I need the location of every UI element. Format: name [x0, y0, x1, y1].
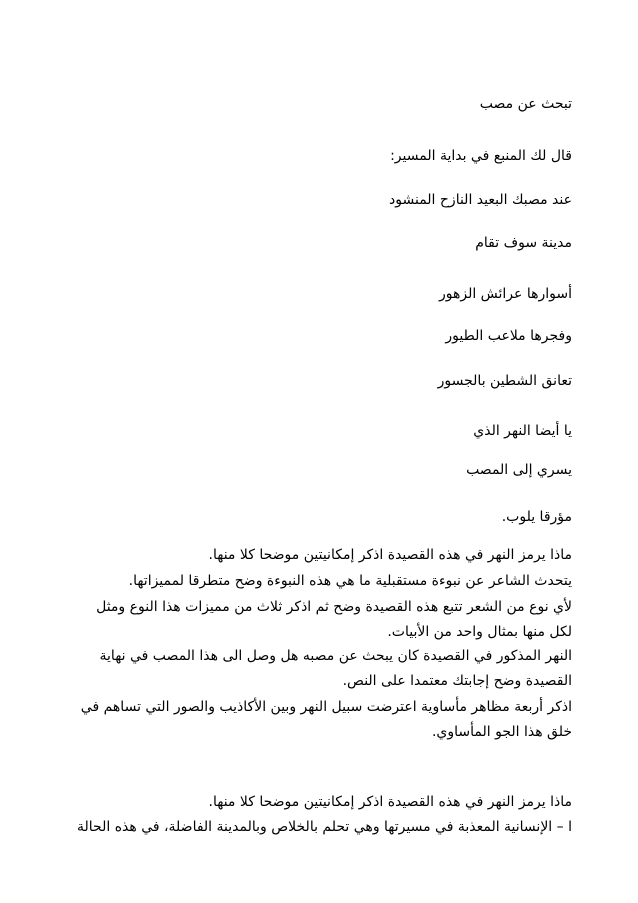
question-line: ماذا يرمز النهر في هذه القصيدة اذكر إمكانيتين موضحا كلا منها. [208, 547, 572, 563]
question-line: لكل منها بمثال واحد من الأبيات. [387, 624, 572, 640]
poem-line: يا أيضا النهر الذي [473, 423, 572, 439]
question-line: خلق هذا الجو المأساوي. [431, 724, 572, 740]
question-line: القصيدة وضح إجابتك معتمدا على النص. [342, 673, 572, 689]
poem-line: أسوارها عرائش الزهور [438, 286, 572, 302]
poem-line: يسري إلى المصب [466, 462, 572, 478]
poem-line: مؤرقا يلوب. [501, 509, 572, 525]
poem-line: تبحث عن مصب [479, 96, 572, 112]
question-line: يتحدث الشاعر عن نبوءة مستقبلية ما هي هذه النبوءة وضح متطرقا لمميزاتها. [128, 573, 572, 589]
poem-line: تعانق الشطين بالجسور [437, 373, 572, 389]
answer-line: ا – الإنسانية المعذبة في مسيرتها وهي تحلم بالخلاص وبالمدينة الفاضلة، في هذه الحالة [77, 819, 572, 835]
poem-line: قال لك المنبع في بداية المسير: [390, 148, 572, 164]
question-line: النهر المذكور في القصيدة كان يبحث عن مصبه هل وصل الى هذا المصب في نهاية [99, 648, 572, 664]
question-line: اذكر أربعة مظاهر مأساوية اعترضت سبيل النهر وبين الأكاذيب والصور التي تساهم في [80, 699, 572, 715]
answer-line: ماذا يرمز النهر في هذه القصيدة اذكر إمكانيتين موضحا كلا منها. [208, 794, 572, 810]
poem-line: مدينة سوف تقام [475, 235, 572, 251]
question-line: لأي نوع من الشعر تتبع هذه القصيدة وضح ثم اذكر ثلاث من مميزات هذا النوع ومثل [96, 599, 572, 615]
poem-line: عند مصبك البعيد النازح المنشود [389, 192, 572, 208]
poem-line: وفجرها ملاعب الطيور [445, 328, 572, 344]
